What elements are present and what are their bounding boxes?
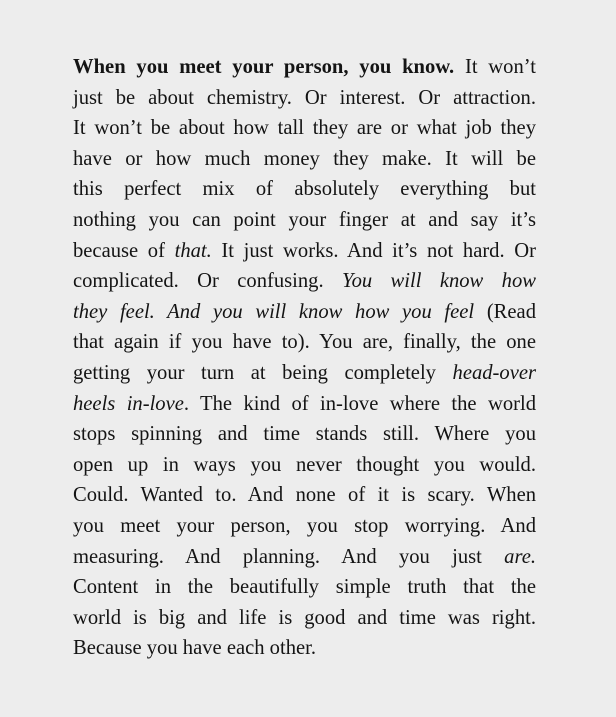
text-line: [73, 511, 536, 542]
text-line: [73, 480, 536, 511]
text-segment: this perfect mix of absolutely everything but: [73, 178, 536, 201]
text-line: [73, 113, 536, 144]
text-line: [73, 389, 536, 420]
text-line: [73, 542, 536, 573]
italic-text: You will know how: [342, 270, 536, 293]
text-line: [73, 419, 536, 450]
text-segment: measuring. And planning. And you just: [73, 545, 505, 568]
text-line: [73, 297, 536, 328]
text-segment: stops spinning and time stands still. Where you: [73, 423, 536, 446]
text-segment: complicated. Or confusing.: [73, 270, 343, 293]
text-line: [73, 603, 536, 634]
text-segment: Content in the beautifully simple truth that the: [73, 576, 536, 599]
text-segment: Could. Wanted to. And none of it is scary. When: [73, 484, 536, 507]
text-segment: . The kind of in-love where the world: [183, 392, 537, 415]
text-line: [73, 572, 536, 603]
text-segment: that again if you have to). You are, finally, the one: [73, 331, 536, 354]
text-line: [73, 144, 536, 175]
text-segment: It won’t be about how tall they are or what job they: [73, 117, 536, 140]
text-segment: world is big and life is good and time was right.: [73, 606, 536, 629]
text-line: [73, 266, 536, 297]
text-line: [73, 450, 536, 481]
text-line: [73, 83, 536, 114]
text-line: [73, 236, 536, 267]
italic-text: that.: [174, 239, 212, 262]
text-segment: have or how much money they make. It will be: [73, 147, 536, 170]
italic-text: heels in-love: [73, 392, 184, 415]
text-segment: because of: [73, 239, 175, 262]
text-line: [73, 174, 536, 205]
text-line: [73, 633, 536, 664]
text-segment: just be about chemistry. Or interest. Or attraction.: [73, 86, 536, 109]
quote-passage: [73, 52, 536, 664]
text-segment: nothing you can point your finger at and say it’s: [73, 208, 536, 231]
text-line: [73, 327, 536, 358]
text-line: [73, 205, 536, 236]
text-segment: It won’t: [454, 56, 536, 78]
text-segment: It just works. And it’s not hard. Or: [211, 239, 536, 262]
text-segment: you meet your person, you stop worrying. And: [73, 514, 536, 537]
italic-text: head-over: [452, 361, 536, 384]
italic-text: are.: [504, 545, 536, 568]
text-segment: Because you have each other.: [73, 637, 317, 660]
text-segment: getting your turn at being completely: [73, 361, 453, 384]
text-line: [73, 52, 536, 83]
bold-text: When you meet your person, you know.: [73, 56, 455, 78]
text-segment: (Read: [474, 300, 536, 323]
text-line: [73, 358, 536, 389]
text-segment: open up in ways you never thought you would.: [73, 453, 536, 476]
italic-text: they feel. And you will know how you feel: [73, 300, 475, 323]
